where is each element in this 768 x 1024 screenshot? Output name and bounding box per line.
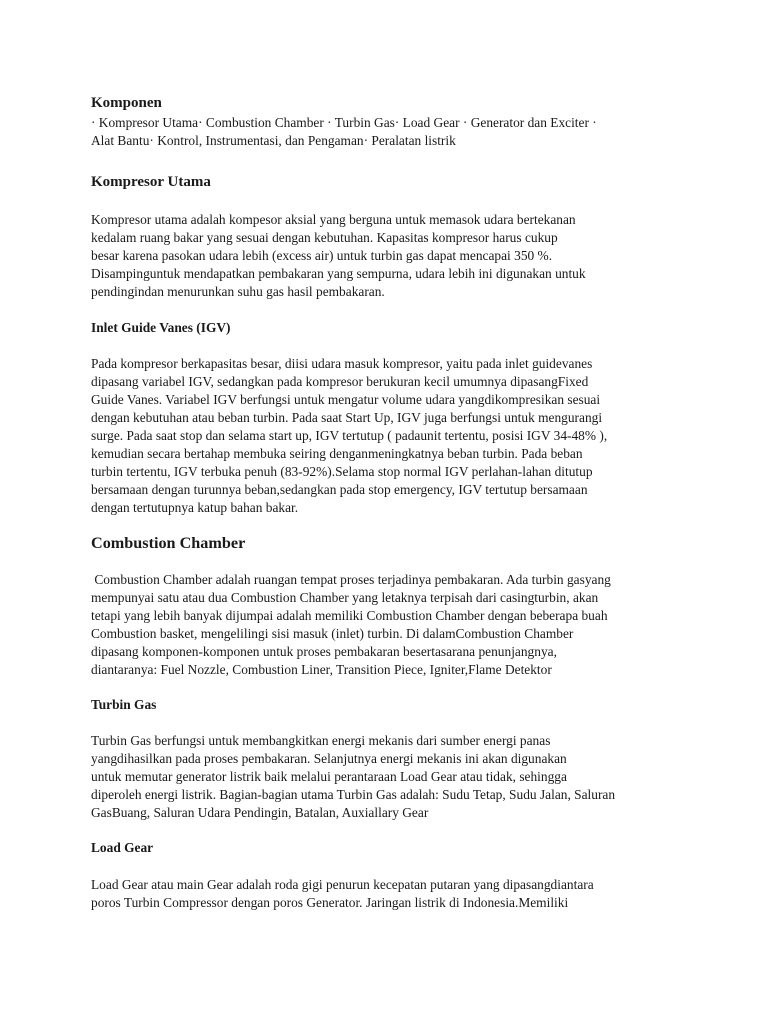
text-line: pendingindan menurunkan suhu gas hasil pembakaran. <box>91 284 385 299</box>
text-line: yangdihasilkan pada proses pembakaran. Selanjutnya energi mekanis ini akan digunakan <box>91 751 567 766</box>
text-line: Alat Bantu· Kontrol, Instrumentasi, dan Pengaman· Peralatan listrik <box>91 133 456 148</box>
text-line: poros Turbin Compressor dengan poros Generator. Jaringan listrik di Indonesia.Memiliki <box>91 895 569 910</box>
text-line: turbin tertentu, IGV terbuka penuh (83-92%).Selama stop normal IGV perlahan-lahan ditutup <box>91 464 593 479</box>
text-line: Guide Vanes. Variabel IGV berfungsi untuk mengatur volume udara yangdikompresikan sesuai <box>91 392 601 407</box>
text-line: dengan tertutupnya katup bahan bakar. <box>91 500 299 515</box>
text-line: Combustion Chamber adalah ruangan tempat proses terjadinya pembakaran. Ada turbin gasyang <box>91 572 611 587</box>
paragraph-combustion-chamber <box>91 571 611 679</box>
heading-komponen: Komponen <box>91 95 162 111</box>
komponen-list <box>91 114 597 150</box>
text-line: Load Gear atau main Gear adalah roda gigi penurun kecepatan putaran yang dipasangdiantara <box>91 877 594 892</box>
text-line: surge. Pada saat stop dan selama start up, IGV tertutup ( padaunit tertentu, posisi IGV 34-48% ), <box>91 428 608 443</box>
paragraph-kompresor-utama <box>91 211 586 301</box>
text-line: dengan kebutuhan atau beban turbin. Pada saat Start Up, IGV juga berfungsi untuk mengurangi <box>91 410 603 425</box>
text-line: · Kompresor Utama· Combustion Chamber · Turbin Gas· Load Gear · Generator dan Exciter · <box>91 115 597 130</box>
text-line: diantaranya: Fuel Nozzle, Combustion Liner, Transition Piece, Igniter,Flame Detektor <box>91 662 552 677</box>
text-line: Kompresor utama adalah kompesor aksial yang berguna untuk memasok udara bertekanan <box>91 212 576 227</box>
text-line: Pada kompresor berkapasitas besar, diisi udara masuk kompresor, yaitu pada inlet guidevanes <box>91 356 593 371</box>
paragraph-igv <box>91 355 607 517</box>
text-line: dipasang komponen-komponen untuk proses pembakaran besertasarana penunjangnya, <box>91 644 557 659</box>
text-line: besar karena pasokan udara lebih (excess air) untuk turbin gas dapat mencapai 350 %. <box>91 248 553 263</box>
text-line: kemudian secara bertahap membuka seiring denganmeningkatnya beban turbin. Pada beban <box>91 446 583 461</box>
heading-load-gear: Load Gear <box>91 840 154 855</box>
paragraph-load-gear <box>91 876 594 912</box>
text-line: Turbin Gas berfungsi untuk membangkitkan energi mekanis dari sumber energi panas <box>91 733 551 748</box>
heading-kompresor-utama: Kompresor Utama <box>91 174 211 190</box>
heading-igv: Inlet Guide Vanes (IGV) <box>91 320 231 335</box>
text-line: tetapi yang lebih banyak dijumpai adalah memiliki Combustion Chamber dengan beberapa buah <box>91 608 608 623</box>
text-line: dipasang variabel IGV, sedangkan pada kompresor berukuran kecil umumnya dipasangFixed <box>91 374 589 389</box>
paragraph-turbin-gas <box>91 732 615 822</box>
heading-combustion-chamber: Combustion Chamber <box>91 534 246 552</box>
text-line: untuk memutar generator listrik baik melalui perantaraan Load Gear atau tidak, sehingga <box>91 769 567 784</box>
text-line: bersamaan dengan turunnya beban,sedangkan pada stop emergency, IGV tertutup bersamaan <box>91 482 588 497</box>
text-line: Disampinguntuk mendapatkan pembakaran yang sempurna, udara lebih ini digunakan untuk <box>91 266 586 281</box>
text-line: diperoleh energi listrik. Bagian-bagian utama Turbin Gas adalah: Sudu Tetap, Sudu Jalan, Saluran <box>91 787 616 802</box>
text-line: kedalam ruang bakar yang sesuai dengan kebutuhan. Kapasitas kompresor harus cukup <box>91 230 558 245</box>
text-line: GasBuang, Saluran Udara Pendingin, Batalan, Auxiallary Gear <box>91 805 429 820</box>
text-line: Combustion basket, mengelilingi sisi masuk (inlet) turbin. Di dalamCombustion Chamber <box>91 626 574 641</box>
text-line: mempunyai satu atau dua Combustion Chamber yang letaknya terpisah dari casingturbin, akan <box>91 590 599 605</box>
heading-turbin-gas: Turbin Gas <box>91 697 157 712</box>
